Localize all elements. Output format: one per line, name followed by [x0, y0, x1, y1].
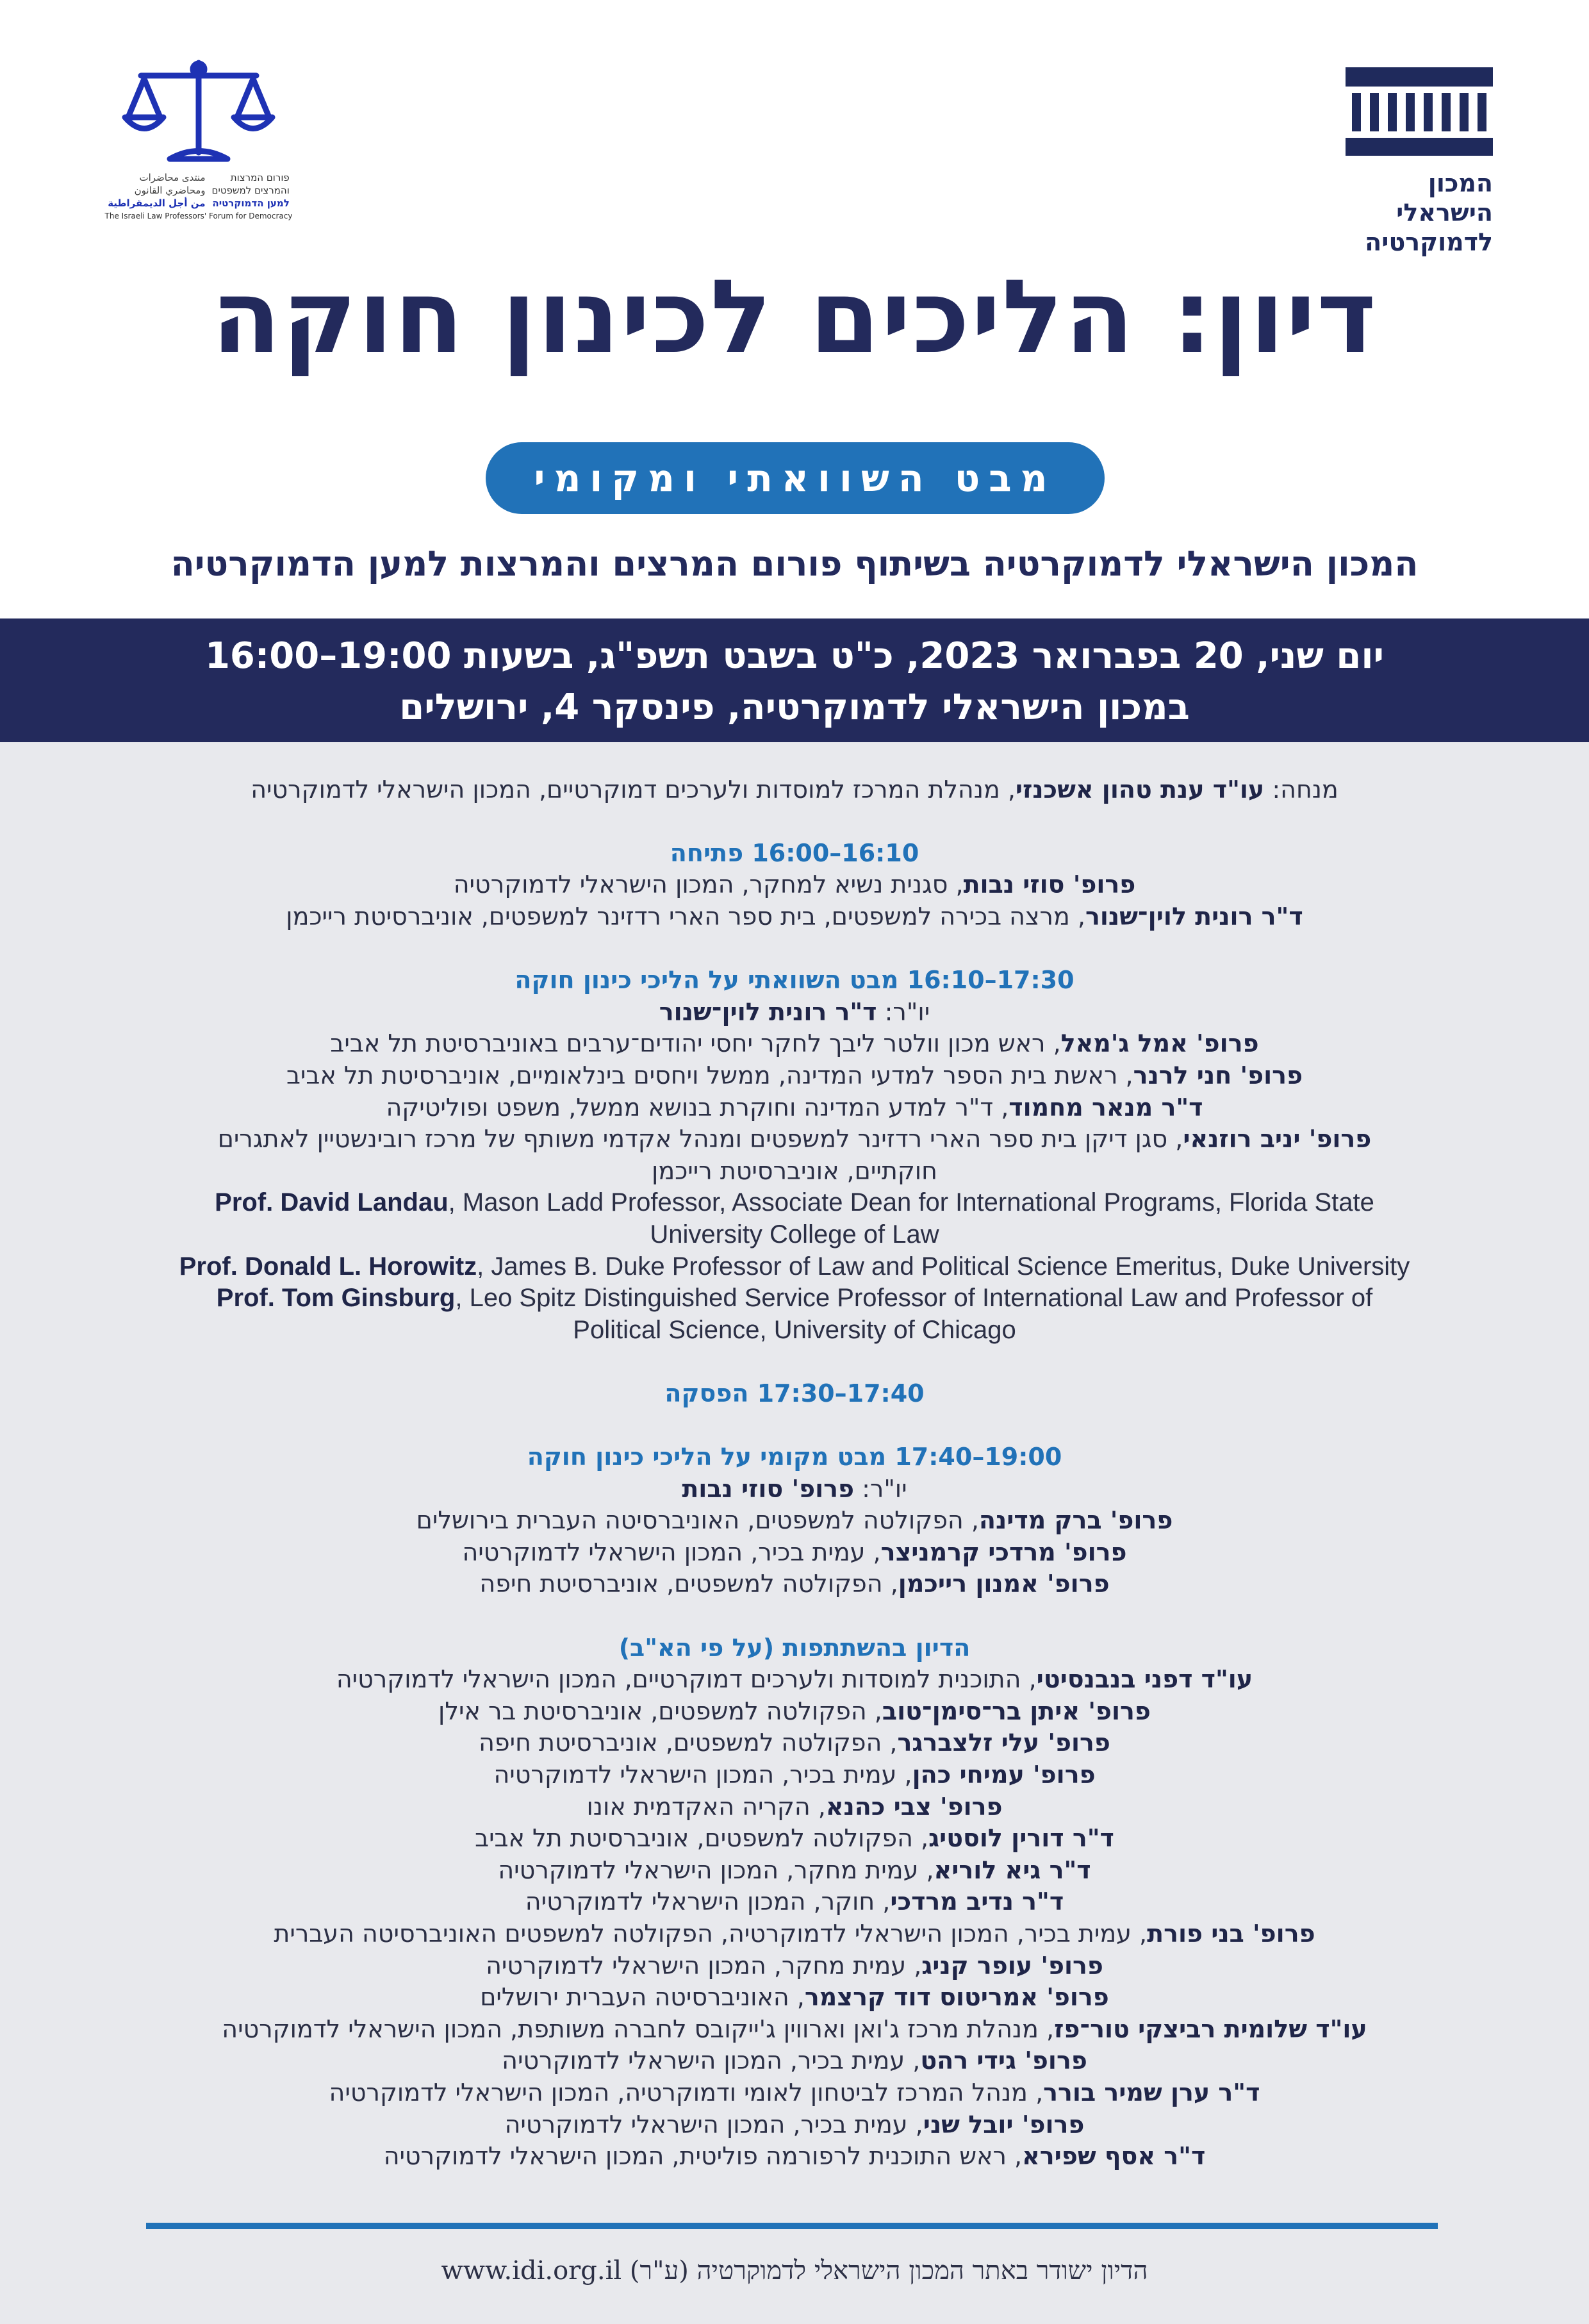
participant-name: פרופ' בני פורת — [1147, 1919, 1315, 1948]
participant-name: ד"ר ערן שמיר בורר — [1043, 2078, 1260, 2107]
program — [128, 742, 1461, 2173]
building-columns-icon — [1346, 67, 1493, 157]
list-item: ד"ר מנאר מחמוד, ד"ר למדע המדינה וחוקרת בנושא ממשל, משפט ופוליטיקה — [386, 1093, 1203, 1122]
list-item: Prof. David Landau, Mason Ladd Professor, Associate Dean for International Programs, Florida State — [215, 1188, 1374, 1217]
participant-name: עו"ד דפני בנבנסיטי — [1036, 1665, 1253, 1694]
list-item: פרופ' אמל ג'מאל, ראש מכון וולטר ליבך לחקר יחסי יהודים־ערבים באוניברסיטת תל אביב — [330, 1029, 1259, 1058]
moderator-name: עו"ד ענת טהון אשכנזי — [1015, 775, 1265, 804]
footer-text: הדיון ישודר באתר המכון הישראלי לדמוקרטיה (ע"ר) — [629, 2256, 1148, 2286]
chair-line: יו"ר: ד"ר רונית לוין־שנור — [659, 997, 930, 1026]
forum-arabic-line2: ومحاضري القانون — [134, 185, 206, 196]
list-item — [128, 1664, 1461, 1696]
list-item: ד"ר רונית לוין־שנור, מרצה בכירה למשפטים, בית ספר הארי רדזינר למשפטים, אוניברסיטת רייכמן — [286, 902, 1303, 931]
forum-hebrew-line3: למען הדמוקרטיה — [212, 197, 290, 209]
participant-name: פרופ' איתן בר־סימן־טוב — [882, 1697, 1151, 1725]
participant-role: , הקריה האקדמית אונו — [586, 1792, 826, 1821]
participant-name: ד"ר גיא לוריא — [934, 1855, 1091, 1884]
list-item: פרופ' יניב רוזנאי, סגן דיקן בית ספר הארי רדזינר למשפטים ומנהל אקדמי משותף של מרכז רובינשטיין לאתגרים — [217, 1125, 1372, 1154]
list-item: פרופ' ברק מדינה, הפקולטה למשפטים, האוניברסיטה העברית בירושלים — [416, 1506, 1173, 1535]
participant-role: , עמית בכיר, המכון הישראלי לדמוקרטיה — [493, 1761, 912, 1789]
idi-name-line1: המכון הישראלי — [1396, 169, 1493, 227]
moderator-role: , מנהלת המרכז למוסדות ולערכים דמוקרטיים, המכון הישראלי לדמוקרטיה — [251, 775, 1016, 804]
break-heading: 17:40–17:30 הפסקה — [664, 1379, 925, 1407]
participant-role: , התוכנית למוסדות ולערכים דמוקרטיים, המכון הישראלי לדמוקרטיה — [336, 1665, 1037, 1694]
list-item — [128, 1759, 1461, 1791]
forum-arabic-line1: منتدى محاضرات — [139, 172, 206, 183]
list-item — [128, 2014, 1461, 2046]
list-item — [128, 1696, 1461, 1728]
list-item: Prof. Tom Ginsburg, Leo Spitz Distinguished Service Professor of International Law and Professor of — [216, 1284, 1373, 1313]
participant-role: , ראש התוכנית לרפורמה פוליטית, המכון הישראלי לדמוקרטיה — [383, 2142, 1023, 2171]
list-item: פרופ' אמנון רייכמן, הפקולטה למשפטים, אוניברסיטת חיפה — [479, 1570, 1110, 1598]
subtitle-pill: מבט השוואתי ומקומי — [486, 442, 1105, 514]
participant-name: פרופ' אמריטוס דוד קרצמר — [804, 1983, 1109, 2012]
list-item — [128, 1727, 1461, 1759]
list-item: פרופ' סוזי נבות, סגנית נשיא למחקר, המכון הישראלי לדמוקרטיה — [453, 870, 1136, 899]
list-item — [128, 2077, 1461, 2109]
list-item-continued: חוקתיים, אוניברסיטת רייכמן — [652, 1156, 937, 1185]
participant-role: , האוניברסיטה העברית ירושלים — [480, 1983, 805, 2012]
list-item-continued: University College of Law — [650, 1220, 939, 1249]
partner-line: המכון הישראלי לדמוקרטיה בשיתוף פורום המרצים והמרצות למען הדמוקרטיה — [170, 544, 1419, 584]
participant-name: פרופ' עמיחי כהן — [912, 1761, 1096, 1789]
participant-name: פרופ' עופר קניג — [921, 1951, 1103, 1980]
participants-heading: הדיון בהשתתפות (על פי הא"ב) — [618, 1633, 971, 1662]
participant-name: פרופ' צבי כהנא — [825, 1792, 1003, 1821]
scales-of-justice-icon — [122, 56, 276, 169]
participant-role: , הפקולטה למשפטים, אוניברסיטת בר אילן — [438, 1697, 882, 1725]
participants-list — [128, 1664, 1461, 2173]
footer — [0, 2255, 1589, 2287]
list-item: פרופ' חני לרנר, ראשת בית הספר למדעי המדינה, ממשל ויחסים בינלאומיים, אוניברסיטת תל אביב — [286, 1061, 1303, 1090]
participant-role: , מנהלת מרכז ג'ואן וארווין ג'ייקובס לחברה משותפת, המכון הישראלי לדמוקרטיה — [222, 2014, 1055, 2043]
participant-role: , חוקר, המכון הישראלי לדמוקרטיה — [525, 1888, 891, 1916]
comparative-heading: 17:30–16:10 מבט השוואתי על הליכי כינון חוקה — [515, 966, 1074, 995]
participant-name: ד"ר דורין לוסטיג — [928, 1824, 1114, 1853]
participant-name: פרופ' גידי רהט — [920, 2046, 1087, 2075]
list-item — [128, 2109, 1461, 2141]
list-item — [128, 2141, 1461, 2173]
idi-name-line2: לדמוקרטיה — [1365, 228, 1493, 256]
header-area — [0, 0, 1589, 618]
list-item — [128, 1950, 1461, 1982]
participant-name: פרופ' יובל שני — [923, 2110, 1085, 2139]
participant-role: , עמית בכיר, המכון הישראלי לדמוקרטיה — [502, 2046, 921, 2075]
list-item — [128, 1886, 1461, 1918]
date-location-band — [0, 618, 1589, 742]
participant-role: , הפקולטה למשפטים, אוניברסיטת חיפה — [479, 1729, 898, 1757]
list-item — [128, 1855, 1461, 1887]
opening-heading: 16:10–16:00 פתיחה — [670, 838, 919, 867]
forum-hebrew-line1: פורום המרצות — [230, 172, 290, 183]
event-date: יום שני, 20 בפברואר 2023, כ"ט בשבט תשפ"ג, בשעות 19:00–16:00 — [204, 635, 1385, 677]
participant-name: עו"ד שלומית רביצקי טור־פז — [1054, 2014, 1367, 2043]
participant-name: פרופ' עלי זלצברגר — [897, 1729, 1110, 1757]
moderator-line: מנחה: עו"ד ענת טהון אשכנזי, מנהלת המרכז למוסדות ולערכים דמוקרטיים, המכון הישראלי לדמוקרטיה — [251, 775, 1338, 804]
list-item: פרופ' מרדכי קרמניצר, עמית בכיר, המכון הישראלי לדמוקרטיה — [462, 1538, 1127, 1566]
participant-role: , עמית מחקר, המכון הישראלי לדמוקרטיה — [498, 1855, 934, 1884]
forum-english: The Israeli Law Professors' Forum for Democracy — [104, 212, 293, 220]
forum-arabic-line3: من أجل الديمقراطية — [108, 197, 206, 209]
forum-hebrew-line2: והמרצים למשפטים — [211, 185, 290, 196]
list-item-continued: Political Science, University of Chicago — [573, 1315, 1016, 1344]
page-title: דיון: הליכים לכינון חוקה — [211, 258, 1378, 376]
list-item — [128, 1791, 1461, 1823]
list-item: Prof. Donald L. Horowitz, James B. Duke Professor of Law and Political Science Emeritus, Duke University — [179, 1252, 1410, 1281]
chair-line: יו"ר: פרופ' סוזי נבות — [682, 1474, 907, 1503]
list-item — [128, 1982, 1461, 2014]
list-item — [128, 2045, 1461, 2077]
divider — [146, 2223, 1438, 2229]
list-item — [128, 1823, 1461, 1855]
footer-url: www.idi.org.il — [441, 2256, 622, 2286]
local-heading: 19:00–17:40 מבט מקומי על הליכי כינון חוקה — [527, 1443, 1062, 1472]
program-panel — [0, 742, 1589, 2324]
participant-name: ד"ר אסף שפירא — [1022, 2142, 1206, 2171]
event-location: במכון הישראלי לדמוקרטיה, פינסקר 4, ירושלים — [399, 686, 1190, 728]
participant-role: , עמית מחקר, המכון הישראלי לדמוקרטיה — [486, 1951, 922, 1980]
participant-role: , הפקולטה למשפטים, אוניברסיטת תל אביב — [475, 1824, 929, 1853]
participant-role: , עמית בכיר, המכון הישראלי לדמוקרטיה, הפקולטה למשפטים האוניברסיטה העברית — [274, 1919, 1148, 1948]
list-item — [128, 1918, 1461, 1950]
participant-role: , מנהל המרכז לביטחון לאומי ודמוקרטיה, המכון הישראלי לדמוקרטיה — [329, 2078, 1044, 2107]
forum-logo — [90, 56, 308, 222]
idi-logo — [1339, 67, 1493, 257]
participant-role: , עמית בכיר, המכון הישראלי לדמוקרטיה — [504, 2110, 923, 2139]
participant-name: ד"ר נדיב מרדכי — [890, 1888, 1064, 1916]
